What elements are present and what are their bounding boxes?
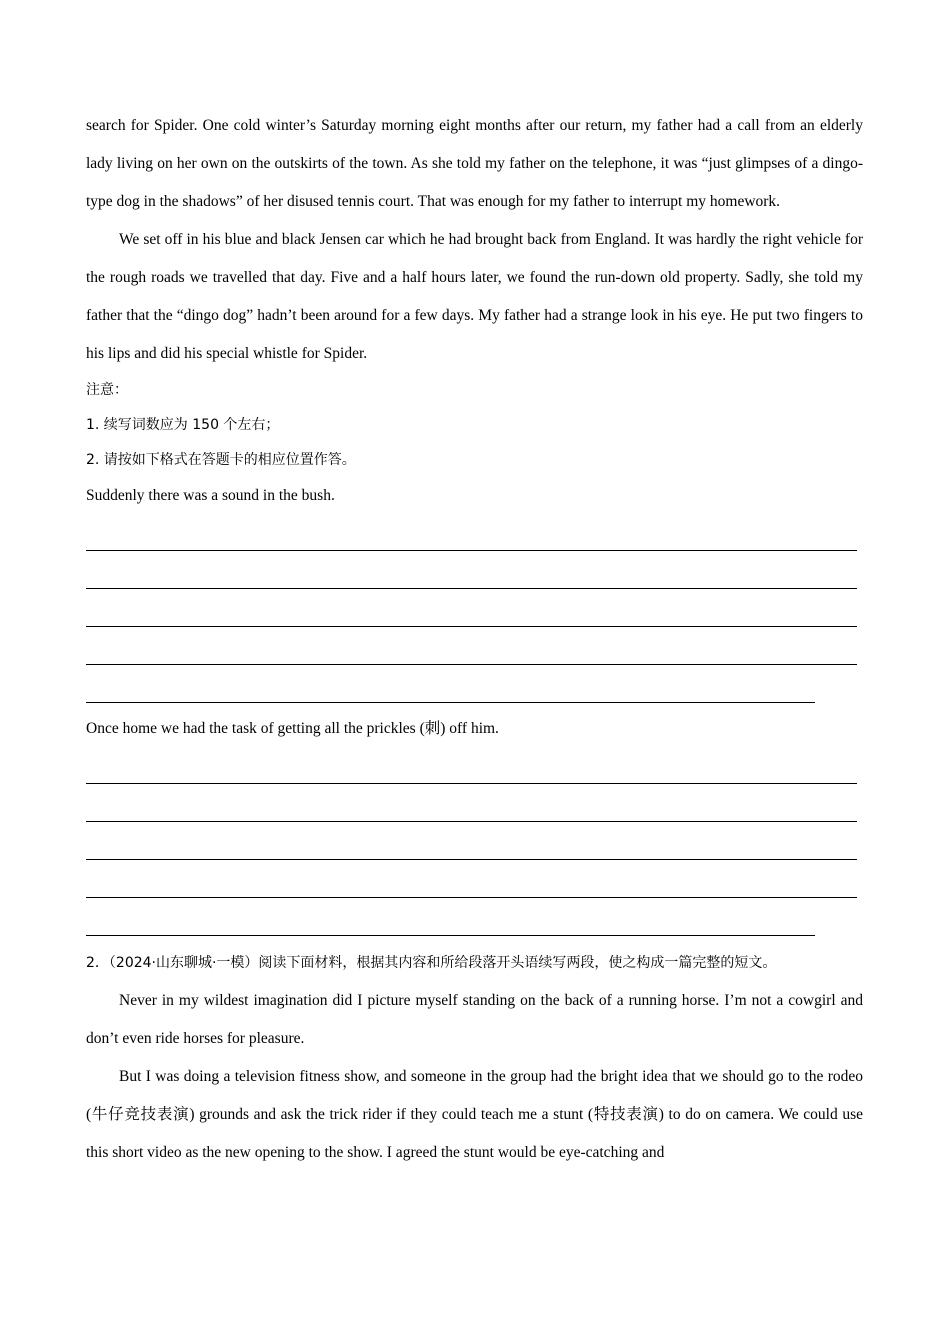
answer-line: [86, 559, 863, 597]
story-paragraph-horse-1: Never in my wildest imagination did I picture myself standing on the back of a running horse. I’m not a cowgirl and don’t even ride horses for pleasure.: [86, 992, 863, 1047]
question-2-heading: 2．（2024·山东聊城·一模）阅读下面材料，根据其内容和所给段落开头语续写两段，使之构成一篇完整的短文。: [86, 955, 777, 971]
answer-line: [86, 868, 863, 906]
answer-line: [86, 673, 863, 711]
note-item-1: 1. 续写词数应为 150 个左右；: [86, 417, 280, 433]
answer-line: [86, 635, 863, 673]
story-paragraph-continued: search for Spider. One cold winter’s Saturday morning eight months after our return, my father had a call from an elderly lady living on her own on the outskirts of the town. As she told my father on the telephone, it was “just glimpses of a dingo-type dog in the shadows” of her disused tennis court. That was enough for my father to interrupt my homework.: [86, 117, 863, 210]
continuation-prompt-1: Suddenly there was a sound in the bush.: [86, 487, 335, 504]
answer-lines-1: [86, 521, 863, 711]
document-page: [86, 107, 863, 1172]
note-item-2: 2. 请按如下格式在答题卡的相应位置作答。: [86, 452, 356, 468]
answer-line: [86, 830, 863, 868]
story-paragraph-jensen: We set off in his blue and black Jensen car which he had brought back from England. It was hardly the right vehicle for the rough roads we travelled that day. Five and a half hours later, we found the run-down old property. Sadly, she told my father that the “dingo dog” hadn’t been around for a few days. My father had a strange look in his eye. He put two fingers to his lips and did his special whistle for Spider.: [86, 231, 863, 362]
continuation-prompt-2: Once home we had the task of getting all the prickles (刺) off him.: [86, 720, 499, 737]
answer-line: [86, 792, 863, 830]
answer-line: [86, 597, 863, 635]
answer-line: [86, 906, 863, 944]
answer-line: [86, 754, 863, 792]
story-paragraph-horse-2: But I was doing a television fitness show, and someone in the group had the bright idea that we should go to the rodeo (牛仔竞技表演) grounds and ask the trick rider if they could teach me a stunt (特技表演) to do on camera. We could use this short video as the new opening to the show. I agreed the stunt would be eye-catching and: [86, 1068, 863, 1161]
answer-lines-2: [86, 754, 863, 944]
answer-line: [86, 521, 863, 559]
note-title: 注意：: [86, 382, 128, 398]
